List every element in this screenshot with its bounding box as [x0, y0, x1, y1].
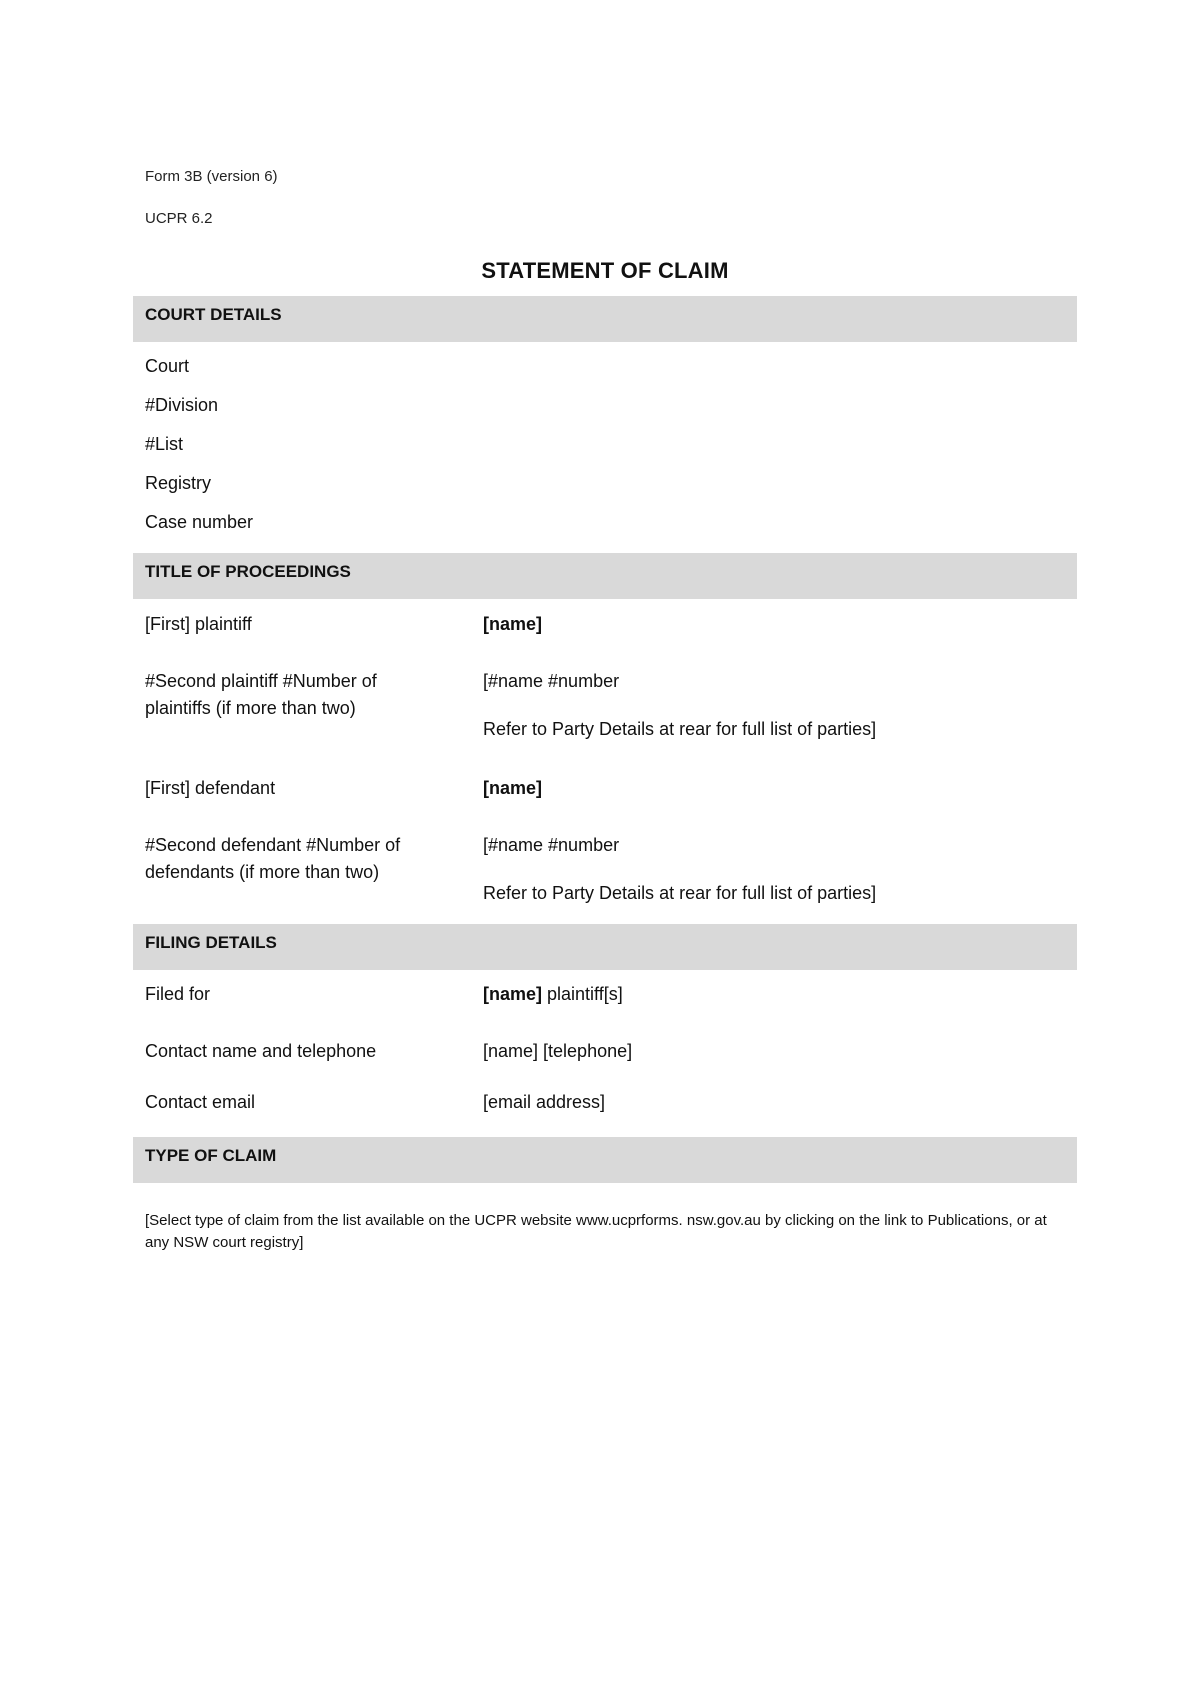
first-plaintiff-label: [First] plaintiff [145, 614, 252, 634]
first-defendant-value: [name] [483, 778, 543, 798]
field-label-case-number: Case number [145, 512, 254, 532]
form-identifier: Form 3B (version 6) [145, 168, 278, 185]
type-of-claim-instructions: [Select type of claim from the list available on the UCPR website www.ucprforms. nsw.gov.au by clicking on the link to Publications, or at any NSW court registry] [145, 1212, 1047, 1251]
contact-label: Contact name and telephone [145, 1041, 377, 1061]
section-header-filing-details [133, 924, 1077, 970]
section-heading: COURT DETAILS [145, 305, 282, 324]
second-plaintiff-label: #Second plaintiff #Number of plaintiffs (if more than two) [145, 671, 377, 718]
section-header-court-details [133, 296, 1077, 342]
field-label-division: #Division [145, 395, 219, 415]
section-heading: TITLE OF PROCEEDINGS [145, 562, 351, 581]
field-label-court: Court [145, 356, 190, 376]
email-value: [email address] [483, 1092, 606, 1112]
first-defendant-label: [First] defendant [145, 778, 276, 798]
section-heading: TYPE OF CLAIM [145, 1146, 277, 1165]
filed-for-label: Filed for [145, 984, 211, 1004]
section-header-title-of-proceedings [133, 553, 1077, 599]
second-defendant-note: Refer to Party Details at rear for full list of parties] [483, 883, 877, 903]
section-heading: FILING DETAILS [145, 933, 277, 952]
second-plaintiff-note: Refer to Party Details at rear for full list of parties] [483, 719, 877, 739]
first-plaintiff-value: [name] [483, 614, 543, 634]
second-defendant-label: #Second defendant #Number of defendants (if more than two) [145, 835, 401, 882]
section-header-type-of-claim [133, 1137, 1077, 1183]
contact-value: [name] [telephone] [483, 1041, 633, 1061]
filed-for-party: plaintiff[s] [542, 984, 623, 1004]
email-label: Contact email [145, 1092, 256, 1112]
page-title: STATEMENT OF CLAIM [481, 258, 729, 283]
second-plaintiff-value: [#name #number [483, 671, 620, 691]
rule-reference: UCPR 6.2 [145, 210, 213, 227]
second-defendant-value: [#name #number [483, 835, 620, 855]
filed-for-name: [name] [483, 984, 543, 1004]
field-label-registry: Registry [145, 473, 212, 493]
field-label-list: #List [145, 434, 184, 454]
filed-for-value [483, 981, 1073, 1008]
